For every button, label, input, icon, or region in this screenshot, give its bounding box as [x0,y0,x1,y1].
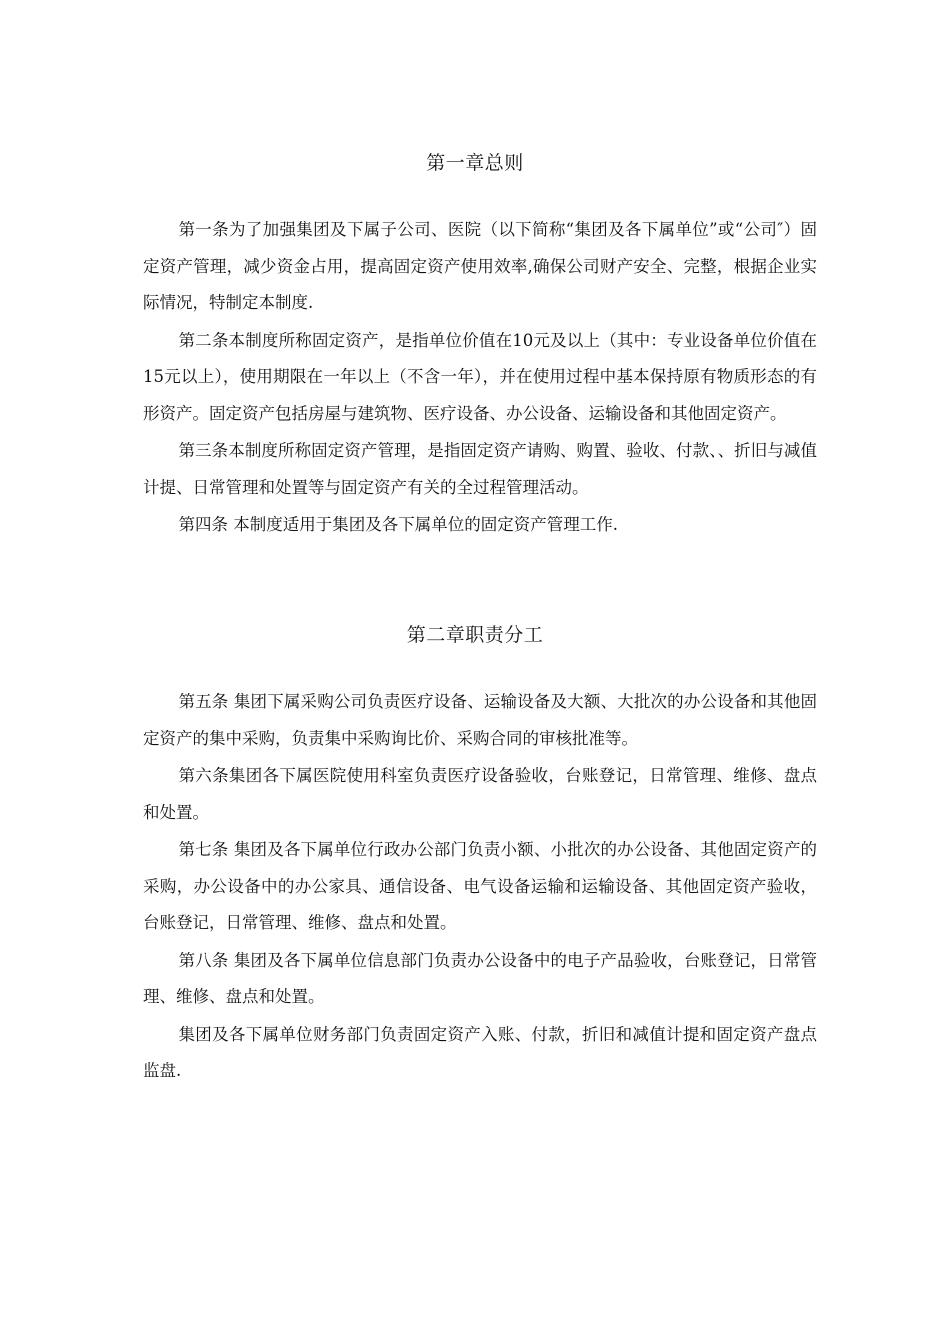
chapter1-title: 第一章总则 [426,152,524,174]
chapter2-body [143,684,817,1091]
article-6: 第六条集团各下属医院使用科室负责医疗设备验收，台账登记，日常管理、维修、盘点和处置。 [143,766,817,822]
chapter1-body [143,212,817,545]
article-3: 第三条本制度所称固定资产管理，是指固定资产请购、购置、验收、付款、、折旧与减值计提、日常管理和处置等与固定资产有关的全过程管理活动。 [143,441,817,497]
article-1: 第一条为了加强集团及下属子公司、医院（以下简称“集团及各下属单位”或“公司″）固定资产管理，减少资金占用，提高固定资产使用效率,确保公司财产安全、完整，根据企业实际情况，特制定本制度. [143,220,817,312]
article-8: 第八条 集团及各下属单位信息部门负责办公设备中的电子产品验收，台账登记，日常管理、维修、盘点和处置。 [143,950,817,1006]
article-7: 第七条 集团及各下属单位行政办公部门负责小额、小批次的办公设备、其他固定资产的采购，办公设备中的办公家具、通信设备、电气设备运输和运输设备、其他固定资产验收，台账登记，日常管理、维修、盘点和处置。 [143,840,817,932]
chapter2-title: 第二章职责分工 [406,624,544,646]
article-5: 第五条 集团下属采购公司负责医疗设备、运输设备及大额、大批次的办公设备和其他固定资产的集中采购，负责集中采购询比价、采购合同的审核批准等。 [143,692,817,748]
article-2: 第二条本制度所称固定资产，是指单位价值在10元及以上（其中：专业设备单位价值在15元以上），使用期限在一年以上（不含一年），并在使用过程中基本保持原有物质形态的有形资产。固定资产包括房屋与建筑物、医疗设备、办公设备、运输设备和其他固定资产。 [143,330,817,423]
article-finance: 集团及各下属单位财务部门负责固定资产入账、付款，折旧和减值计提和固定资产盘点监盘. [143,1024,817,1080]
article-4: 第四条 本制度适用于集团及各下属单位的固定资产管理工作. [178,515,618,534]
